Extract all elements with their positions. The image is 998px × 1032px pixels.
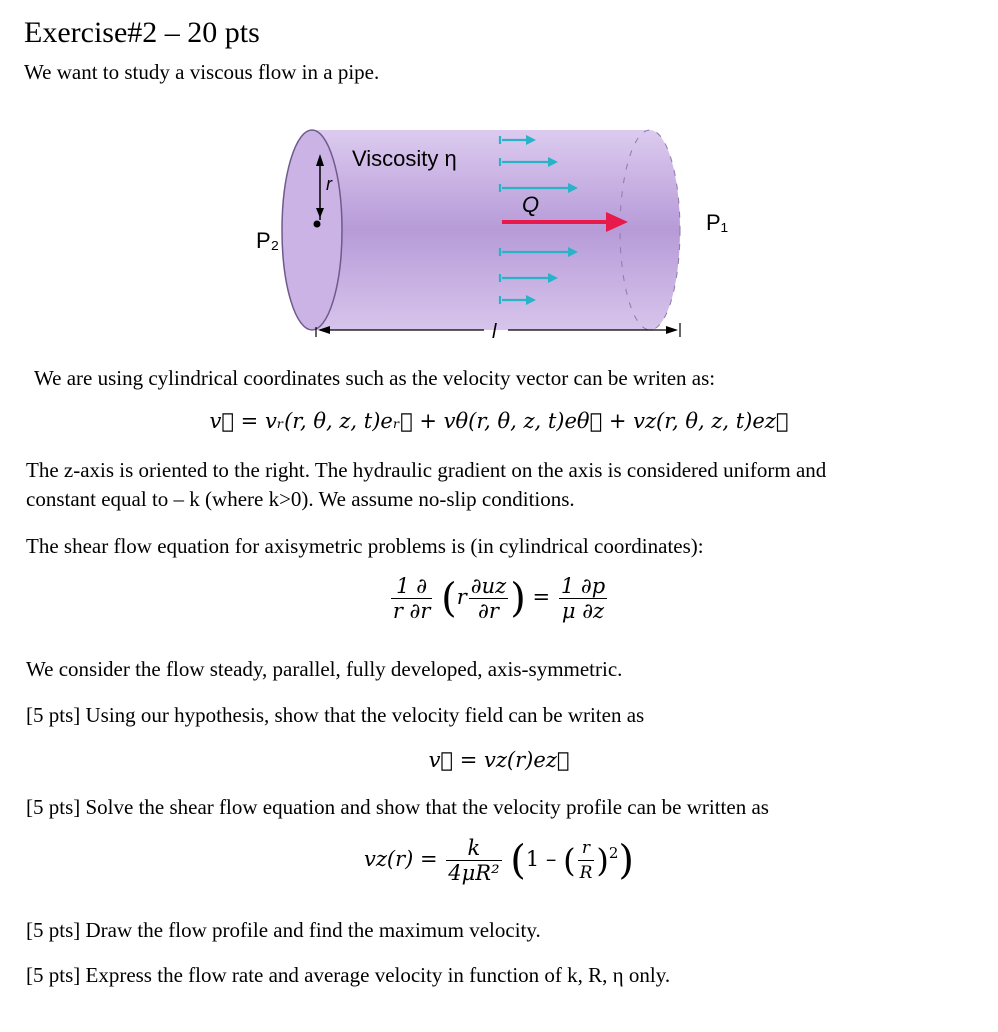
shear-eq-sign: = bbox=[532, 585, 551, 609]
r-label: r bbox=[326, 174, 332, 194]
shear-f1-den: r ∂r bbox=[392, 599, 431, 623]
profile-num: k bbox=[446, 836, 501, 861]
question-1: [5 pts] Using our hypothesis, show that the velocity field can be writen as bbox=[26, 703, 645, 727]
question-4: [5 pts] Express the flow rate and average velocity in function of k, R, η only. bbox=[26, 963, 671, 987]
p2-label: P₂ bbox=[256, 228, 280, 253]
pipe-diagram bbox=[240, 118, 729, 350]
profile-lhs: vz(r) = bbox=[363, 847, 438, 871]
para-coordinates: We are using cylindrical coordinates such as the velocity vector can be writen as: bbox=[34, 366, 716, 390]
viscosity-label: Viscosity η bbox=[352, 146, 457, 171]
para-gradient-2: constant equal to – k (where k>0). We assume no-slip conditions. bbox=[26, 487, 575, 511]
shear-f2-num: ∂uz bbox=[470, 574, 507, 598]
profile-den: 4μR² bbox=[448, 861, 500, 885]
para-shear: The shear flow equation for axisymetric problems is (in cylindrical coordinates): bbox=[26, 534, 704, 558]
para-gradient-1: The z-axis is oriented to the right. The hydraulic gradient on the axis is considered uniform and bbox=[26, 458, 827, 482]
profile-r-den: R bbox=[579, 863, 593, 883]
shear-equation: $\frac{1 \partial}{r \partial r}$ (r $\frac{\partial uz}{\partial r}$ ) = $\frac{1 \partial p}{\mu \partial z}$ bbox=[392, 574, 606, 623]
profile-one-minus: 1 – bbox=[525, 847, 557, 871]
shear-f2-den: ∂r bbox=[478, 599, 499, 623]
intro-text: We want to study a viscous flow in a pipe. bbox=[24, 60, 380, 84]
question-2: [5 pts] Solve the shear flow equation and show that the velocity profile can be written as bbox=[26, 795, 769, 819]
profile-equation: vz(r) = $\frac{k}{\text{4μR²}}$ (1 – ( $\frac{r}{R}$ )$^2$) bbox=[363, 836, 635, 885]
shear-r: r bbox=[456, 585, 467, 609]
q-label: Q bbox=[522, 192, 540, 217]
question-3: [5 pts] Draw the flow profile and find the maximum velocity. bbox=[26, 918, 541, 942]
para-assumptions: We consider the flow steady, parallel, fully developed, axis-symmetric. bbox=[26, 657, 623, 681]
pipe-left-end bbox=[282, 130, 342, 330]
profile-r-num: r bbox=[578, 836, 595, 861]
vz-equation: v⃗ = vz(r)ez⃗ bbox=[428, 748, 570, 772]
p1-label: P₁ bbox=[706, 210, 729, 235]
exercise-title: Exercise#2 – 20 pts bbox=[24, 16, 260, 49]
profile-exp: 2 bbox=[608, 844, 619, 862]
center-dot bbox=[314, 221, 321, 228]
shear-f1-num: 1 ∂ bbox=[391, 574, 433, 599]
velocity-equation: v⃗ = vᵣ(r, θ, z, t)eᵣ⃗ + vθ(r, θ, z, t)eθ⃗ + vz(r, θ, z, t)ez⃗ bbox=[209, 409, 789, 433]
shear-f3-den: μ ∂z bbox=[561, 599, 605, 623]
shear-f3-num: 1 ∂p bbox=[560, 574, 606, 598]
length-label: l bbox=[492, 321, 497, 343]
